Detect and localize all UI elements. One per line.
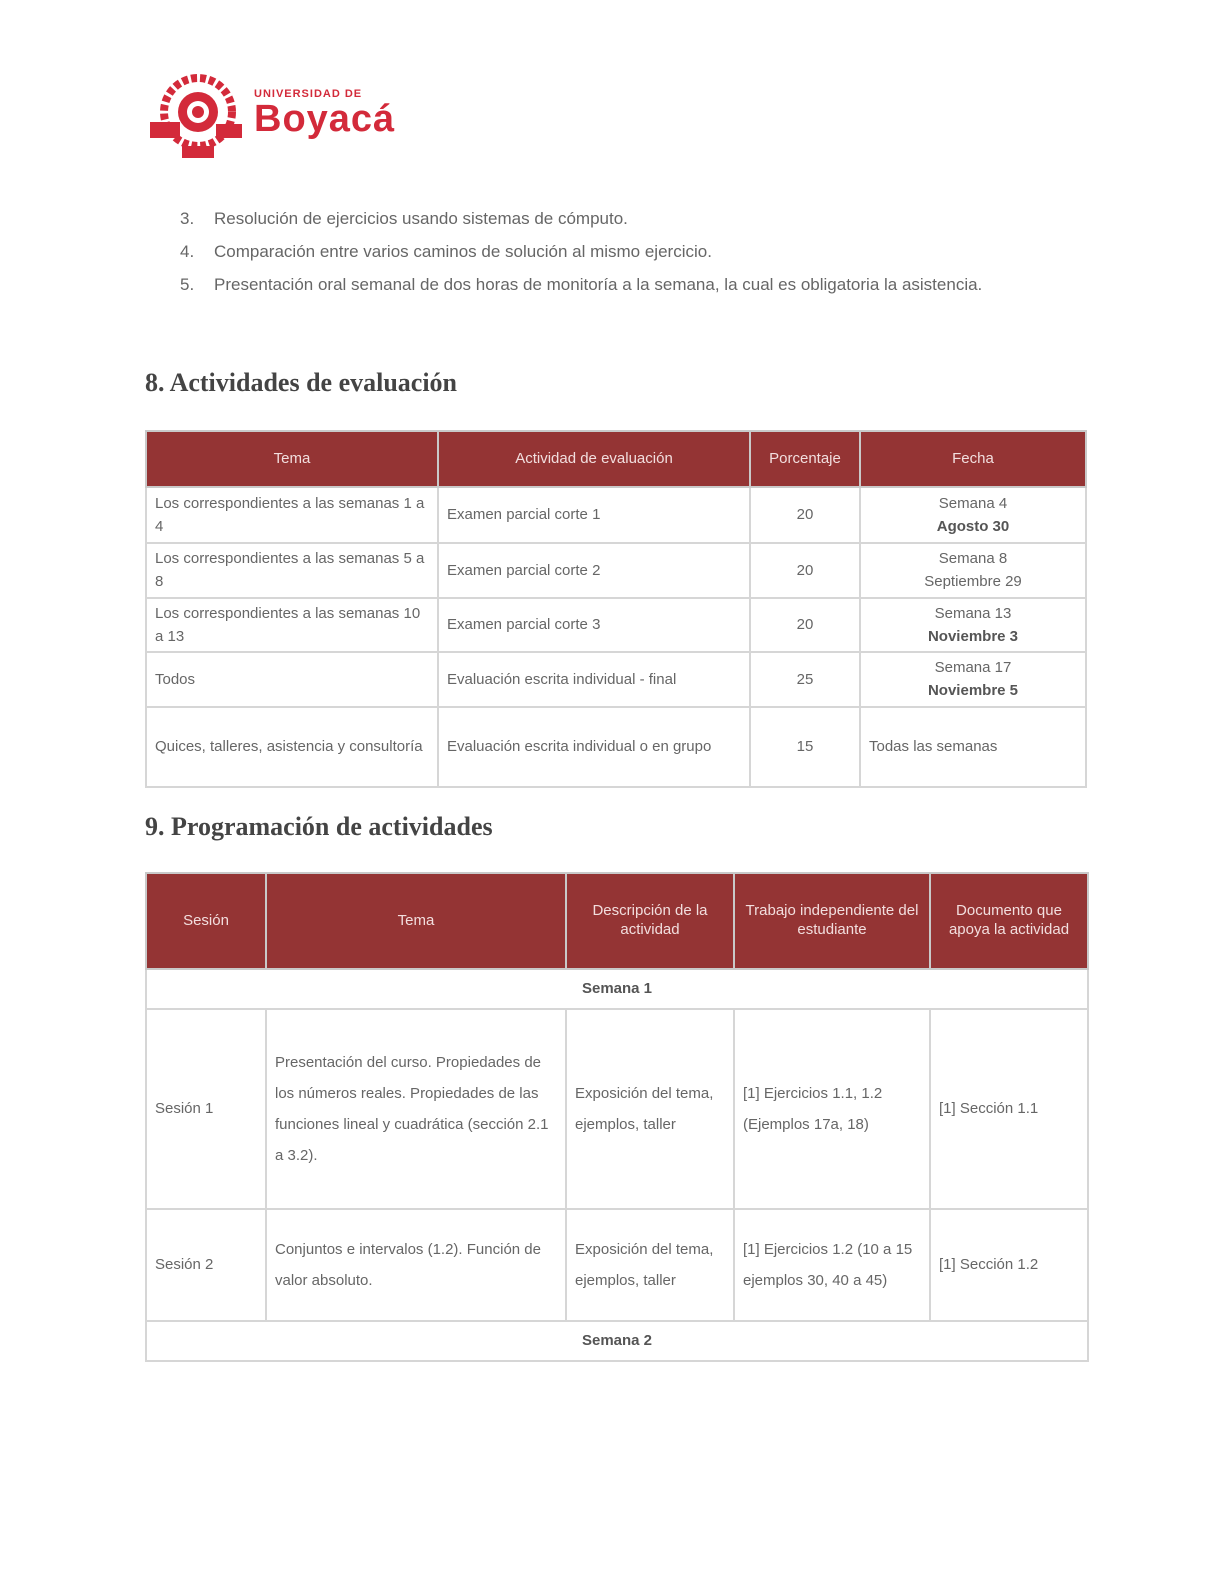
- list-number: 3.: [180, 209, 195, 228]
- list-number: 5.: [180, 275, 195, 294]
- table-row: [146, 598, 1086, 653]
- evaluation-table: [145, 430, 1087, 788]
- cell-porcentaje: 20: [750, 487, 860, 543]
- cell-tema: Conjuntos e intervalos (1.2). Función de valor absoluto.: [266, 1209, 566, 1321]
- cell-descripcion: Exposición del tema, ejemplos, taller: [566, 1009, 734, 1209]
- section-9-title: 9. Programación de actividades: [145, 812, 493, 841]
- list-text: Comparación entre varios caminos de solución al mismo ejercicio.: [214, 242, 712, 261]
- table-row: [146, 707, 1086, 787]
- fecha-date: Noviembre 5: [927, 682, 1019, 700]
- cell-porcentaje: 20: [750, 543, 860, 598]
- logo-main-text: Boyacá: [254, 98, 396, 141]
- cell-actividad: Evaluación escrita individual - final: [438, 652, 750, 707]
- cell-documento: [1] Sección 1.1: [930, 1009, 1088, 1209]
- week-label: Semana 1: [146, 969, 1088, 1009]
- cell-porcentaje: 25: [750, 652, 860, 707]
- header-descripcion: Descripción de la actividad: [566, 873, 734, 969]
- cell-tema: Presentación del curso. Propiedades de los números reales. Propiedades de las funciones lineal y cuadrática (sección 2.1 a 3.2).: [266, 1009, 566, 1209]
- university-seal-icon: [148, 64, 244, 164]
- cell-tema: Los correspondientes a las semanas 5 a 8: [146, 543, 438, 598]
- header-documento: Documento que apoya la actividad: [930, 873, 1088, 969]
- university-logo: [148, 62, 410, 166]
- list-item: [180, 235, 1130, 268]
- cell-tema: Los correspondientes a las semanas 10 a 13: [146, 598, 438, 653]
- fecha-date: Noviembre 3: [927, 627, 1019, 645]
- list-item: [180, 268, 1130, 301]
- schedule-table: [145, 872, 1089, 1362]
- cell-actividad: Examen parcial corte 2: [438, 543, 750, 598]
- header-tema: Tema: [146, 431, 438, 487]
- fecha-date: Agosto 30: [936, 518, 1010, 535]
- list-number: 4.: [180, 242, 195, 261]
- table-row: [146, 652, 1086, 707]
- header-trabajo: Trabajo independiente del estudiante: [734, 873, 930, 969]
- list-text: Presentación oral semanal de dos horas de monitoría a la semana, la cual es obligatoria la asistencia.: [214, 275, 983, 294]
- cell-trabajo: [1] Ejercicios 1.2 (10 a 15 ejemplos 30, 40 a 45): [734, 1209, 930, 1321]
- fecha-week: Semana 8: [938, 550, 1008, 567]
- table-header-row: [146, 431, 1086, 487]
- week-row: [146, 1321, 1088, 1361]
- cell-actividad: Examen parcial corte 3: [438, 598, 750, 653]
- cell-actividad: Evaluación escrita individual o en grupo: [438, 707, 750, 787]
- fecha-week: Semana 17: [934, 659, 1012, 676]
- week-label: Semana 2: [146, 1321, 1088, 1361]
- cell-sesion: Sesión 2: [146, 1209, 266, 1321]
- list-text: Resolución de ejercicios usando sistemas de cómputo.: [214, 209, 628, 228]
- fecha-week: Semana 4: [938, 494, 1008, 512]
- cell-fecha: [860, 652, 1086, 707]
- table-header-row: [146, 873, 1088, 969]
- methodology-list: [180, 202, 1130, 301]
- logo-top-text: UNIVERSIDAD DE: [254, 88, 363, 101]
- table-row: [146, 1009, 1088, 1209]
- header-actividad: Actividad de evaluación: [438, 431, 750, 487]
- cell-actividad: Examen parcial corte 1: [438, 487, 750, 543]
- section-8-title: 8. Actividades de evaluación: [145, 368, 458, 397]
- cell-fecha: [860, 543, 1086, 598]
- cell-documento: [1] Sección 1.2: [930, 1209, 1088, 1321]
- fecha-week: Semana 13: [934, 604, 1012, 622]
- cell-tema: Quices, talleres, asistencia y consultoría: [146, 707, 438, 787]
- fecha-date: Septiembre 29: [924, 573, 1022, 591]
- table-row: [146, 543, 1086, 598]
- list-item: [180, 202, 1130, 235]
- cell-descripcion: Exposición del tema, ejemplos, taller: [566, 1209, 734, 1321]
- header-sesion: Sesión: [146, 873, 266, 969]
- cell-tema: Todos: [146, 652, 438, 707]
- week-row: [146, 969, 1088, 1009]
- header-fecha: Fecha: [860, 431, 1086, 487]
- cell-fecha: [860, 598, 1086, 653]
- cell-fecha: Todas las semanas: [860, 707, 1086, 787]
- cell-tema: Los correspondientes a las semanas 1 a 4: [146, 487, 438, 543]
- header-tema: Tema: [266, 873, 566, 969]
- cell-fecha: [860, 487, 1086, 543]
- table-row: [146, 1209, 1088, 1321]
- cell-trabajo: [1] Ejercicios 1.1, 1.2 (Ejemplos 17a, 18): [734, 1009, 930, 1209]
- header-porcentaje: Porcentaje: [750, 431, 860, 487]
- cell-porcentaje: 20: [750, 598, 860, 653]
- table-row: [146, 487, 1086, 543]
- cell-sesion: Sesión 1: [146, 1009, 266, 1209]
- cell-porcentaje: 15: [750, 707, 860, 787]
